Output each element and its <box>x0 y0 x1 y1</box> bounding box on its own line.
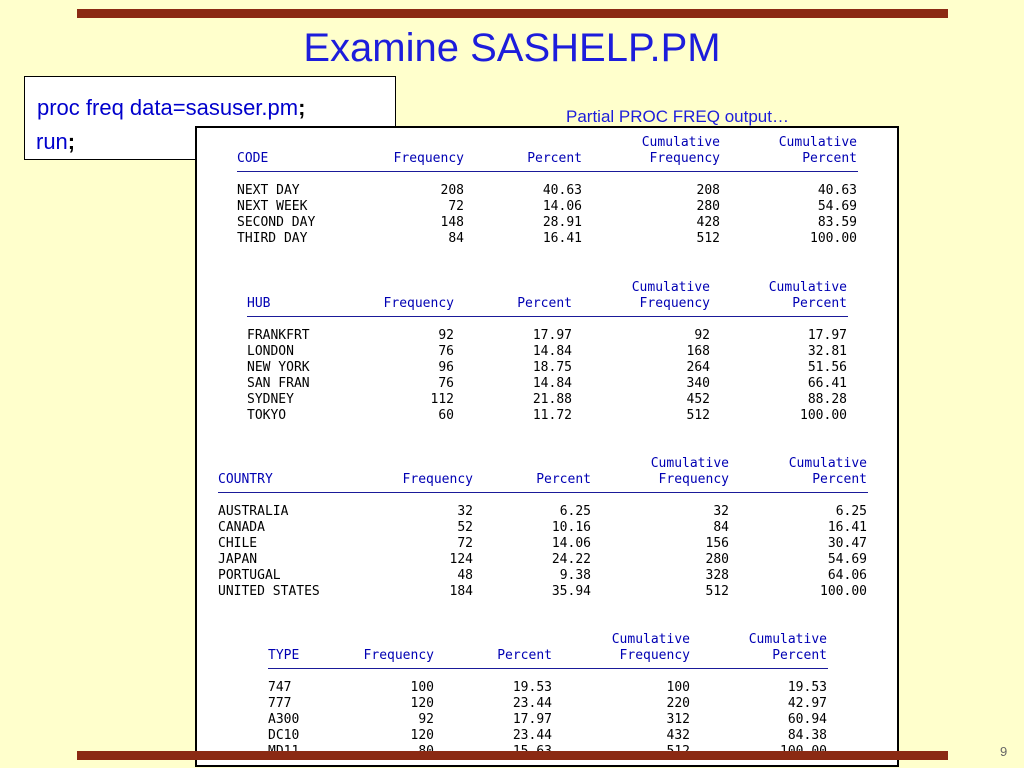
table-cell-cumulative-frequency: 512 <box>705 584 729 599</box>
table-cell-frequency: 100 <box>410 680 434 695</box>
header-cumulative-percent-bottom: Percent <box>792 296 847 311</box>
table-cell-cumulative-frequency: 32 <box>713 504 729 519</box>
header-cumulative-percent-top: Cumulative <box>768 280 847 295</box>
header-percent: Percent <box>497 648 552 663</box>
table-cell-cumulative-percent: 100.00 <box>820 584 867 599</box>
table-cell-frequency: 112 <box>430 392 454 407</box>
table-cell-cumulative-percent: 100.00 <box>810 231 857 246</box>
output-caption: Partial PROC FREQ output… <box>566 107 789 126</box>
table-cell-cumulative-percent: 30.47 <box>827 536 867 551</box>
header-rule <box>268 668 828 669</box>
table-cell-frequency: 84 <box>448 231 464 246</box>
table-cell-percent: 19.53 <box>512 680 552 695</box>
table-cell-cumulative-frequency: 428 <box>696 215 720 230</box>
header-cumulative-frequency-bottom: Frequency <box>658 472 729 487</box>
table-cell-percent: 23.44 <box>512 728 552 743</box>
table-cell-percent: 28.91 <box>542 215 582 230</box>
table-cell-category: A300 <box>268 712 300 727</box>
table-cell-category: DC10 <box>268 728 300 743</box>
table-cell-category: UNITED STATES <box>218 584 320 599</box>
table-cell-category: LONDON <box>247 344 294 359</box>
code-text-proc: proc freq data=sasuser.pm <box>37 95 299 120</box>
table-cell-frequency: 72 <box>457 536 473 551</box>
table-cell-frequency: 120 <box>410 696 434 711</box>
table-cell-cumulative-frequency: 208 <box>696 183 720 198</box>
table-cell-cumulative-frequency: 312 <box>666 712 690 727</box>
table-cell-category: AUSTRALIA <box>218 504 289 519</box>
table-cell-frequency: 72 <box>448 199 464 214</box>
table-cell-percent: 17.97 <box>512 712 552 727</box>
table-cell-frequency: 124 <box>449 552 473 567</box>
header-cumulative-frequency-bottom: Frequency <box>619 648 690 663</box>
table-cell-frequency: 148 <box>440 215 464 230</box>
header-rule <box>218 492 868 493</box>
table-cell-percent: 24.22 <box>551 552 591 567</box>
table-cell-cumulative-frequency: 156 <box>705 536 729 551</box>
table-cell-cumulative-percent: 51.56 <box>807 360 847 375</box>
table-cell-percent: 10.16 <box>551 520 591 535</box>
table-cell-frequency: 76 <box>438 344 454 359</box>
table-cell-percent: 14.84 <box>532 344 572 359</box>
table-cell-percent: 6.25 <box>559 504 591 519</box>
table-cell-percent: 11.72 <box>532 408 572 423</box>
table-cell-cumulative-percent: 19.53 <box>787 680 827 695</box>
table-cell-cumulative-frequency: 100 <box>666 680 690 695</box>
table-cell-frequency: 60 <box>438 408 454 423</box>
proc-freq-output-panel <box>195 126 899 767</box>
table-cell-frequency: 184 <box>449 584 473 599</box>
header-cumulative-frequency-top: Cumulative <box>631 280 710 295</box>
header-cumulative-percent-top: Cumulative <box>788 456 867 471</box>
table-cell-cumulative-frequency: 340 <box>686 376 710 391</box>
slide-title: Examine SASHELP.PM <box>303 26 721 70</box>
header-percent: Percent <box>536 472 591 487</box>
top-decorative-bar <box>77 9 948 18</box>
table-cell-category: SAN FRAN <box>247 376 310 391</box>
table-cell-cumulative-frequency: 328 <box>705 568 729 583</box>
table-cell-percent: 9.38 <box>559 568 591 583</box>
table-cell-cumulative-percent: 54.69 <box>827 552 867 567</box>
table-cell-cumulative-frequency: 280 <box>696 199 720 214</box>
table-cell-category: SECOND DAY <box>237 215 316 230</box>
table-cell-category: PORTUGAL <box>218 568 281 583</box>
table-cell-cumulative-percent: 64.06 <box>827 568 867 583</box>
table-cell-category: CHILE <box>218 536 258 551</box>
table-cell-cumulative-percent: 60.94 <box>787 712 827 727</box>
table-cell-cumulative-percent: 100.00 <box>800 408 847 423</box>
table-cell-frequency: 96 <box>438 360 454 375</box>
header-variable: TYPE <box>268 648 300 663</box>
header-rule <box>237 171 858 172</box>
table-cell-frequency: 92 <box>438 328 454 343</box>
table-cell-cumulative-percent: 83.59 <box>817 215 857 230</box>
table-cell-cumulative-percent: 66.41 <box>807 376 847 391</box>
table-cell-category: NEXT DAY <box>237 183 300 198</box>
table-cell-cumulative-percent: 6.25 <box>835 504 867 519</box>
table-cell-cumulative-percent: 42.97 <box>787 696 827 711</box>
header-variable: HUB <box>247 296 271 311</box>
table-cell-category: CANADA <box>218 520 265 535</box>
code-semicolon: ; <box>298 95 306 120</box>
table-cell-cumulative-percent: 17.97 <box>807 328 847 343</box>
header-cumulative-percent-top: Cumulative <box>748 632 827 647</box>
table-cell-frequency: 32 <box>457 504 473 519</box>
table-cell-cumulative-percent: 32.81 <box>807 344 847 359</box>
page-number: 9 <box>1000 744 1008 759</box>
table-cell-category: NEW YORK <box>247 360 310 375</box>
table-cell-frequency: 48 <box>457 568 473 583</box>
table-cell-frequency: 120 <box>410 728 434 743</box>
header-cumulative-frequency-bottom: Frequency <box>649 151 720 166</box>
table-cell-cumulative-percent: 54.69 <box>817 199 857 214</box>
table-cell-category: FRANKFRT <box>247 328 310 343</box>
header-cumulative-frequency-top: Cumulative <box>650 456 729 471</box>
code-text-run: run <box>36 129 68 154</box>
table-cell-cumulative-frequency: 168 <box>686 344 710 359</box>
table-cell-percent: 18.75 <box>532 360 572 375</box>
bottom-decorative-bar <box>77 751 948 760</box>
header-rule <box>247 316 848 317</box>
table-cell-cumulative-percent: 16.41 <box>827 520 867 535</box>
header-frequency: Frequency <box>363 648 434 663</box>
header-cumulative-frequency-top: Cumulative <box>611 632 690 647</box>
table-cell-percent: 21.88 <box>532 392 572 407</box>
table-cell-percent: 14.84 <box>532 376 572 391</box>
header-frequency: Frequency <box>393 151 464 166</box>
table-cell-percent: 14.06 <box>551 536 591 551</box>
table-cell-percent: 16.41 <box>542 231 582 246</box>
table-cell-category: THIRD DAY <box>237 231 308 246</box>
table-cell-frequency: 76 <box>438 376 454 391</box>
table-cell-cumulative-frequency: 220 <box>666 696 690 711</box>
table-cell-cumulative-frequency: 512 <box>696 231 720 246</box>
table-cell-cumulative-frequency: 84 <box>713 520 729 535</box>
table-cell-percent: 35.94 <box>551 584 591 599</box>
table-cell-cumulative-frequency: 512 <box>686 408 710 423</box>
header-variable: COUNTRY <box>218 472 273 487</box>
header-frequency: Frequency <box>383 296 454 311</box>
header-variable: CODE <box>237 151 269 166</box>
header-cumulative-percent-top: Cumulative <box>778 135 857 150</box>
table-cell-category: SYDNEY <box>247 392 294 407</box>
header-cumulative-percent-bottom: Percent <box>802 151 857 166</box>
code-line-proc <box>37 94 305 122</box>
table-cell-cumulative-percent: 84.38 <box>787 728 827 743</box>
header-cumulative-percent-bottom: Percent <box>812 472 867 487</box>
table-cell-cumulative-frequency: 264 <box>686 360 710 375</box>
table-cell-cumulative-frequency: 452 <box>686 392 710 407</box>
table-cell-percent: 17.97 <box>532 328 572 343</box>
header-cumulative-frequency-top: Cumulative <box>641 135 720 150</box>
header-cumulative-percent-bottom: Percent <box>772 648 827 663</box>
table-cell-category: NEXT WEEK <box>237 199 308 214</box>
header-percent: Percent <box>527 151 582 166</box>
table-cell-percent: 23.44 <box>512 696 552 711</box>
table-cell-percent: 40.63 <box>542 183 582 198</box>
code-semicolon: ; <box>67 129 76 154</box>
table-cell-cumulative-percent: 40.63 <box>817 183 857 198</box>
table-cell-cumulative-frequency: 280 <box>705 552 729 567</box>
table-cell-category: 747 <box>268 680 292 695</box>
table-cell-frequency: 208 <box>440 183 464 198</box>
code-line-run <box>36 128 75 156</box>
table-cell-frequency: 52 <box>457 520 473 535</box>
table-cell-category: JAPAN <box>218 552 258 567</box>
table-cell-cumulative-frequency: 92 <box>694 328 710 343</box>
table-cell-frequency: 92 <box>418 712 434 727</box>
header-percent: Percent <box>517 296 572 311</box>
table-cell-cumulative-percent: 88.28 <box>807 392 847 407</box>
table-cell-category: 777 <box>268 696 292 711</box>
header-frequency: Frequency <box>402 472 473 487</box>
table-cell-category: TOKYO <box>247 408 287 423</box>
table-cell-cumulative-frequency: 432 <box>666 728 690 743</box>
table-cell-percent: 14.06 <box>542 199 582 214</box>
header-cumulative-frequency-bottom: Frequency <box>639 296 710 311</box>
